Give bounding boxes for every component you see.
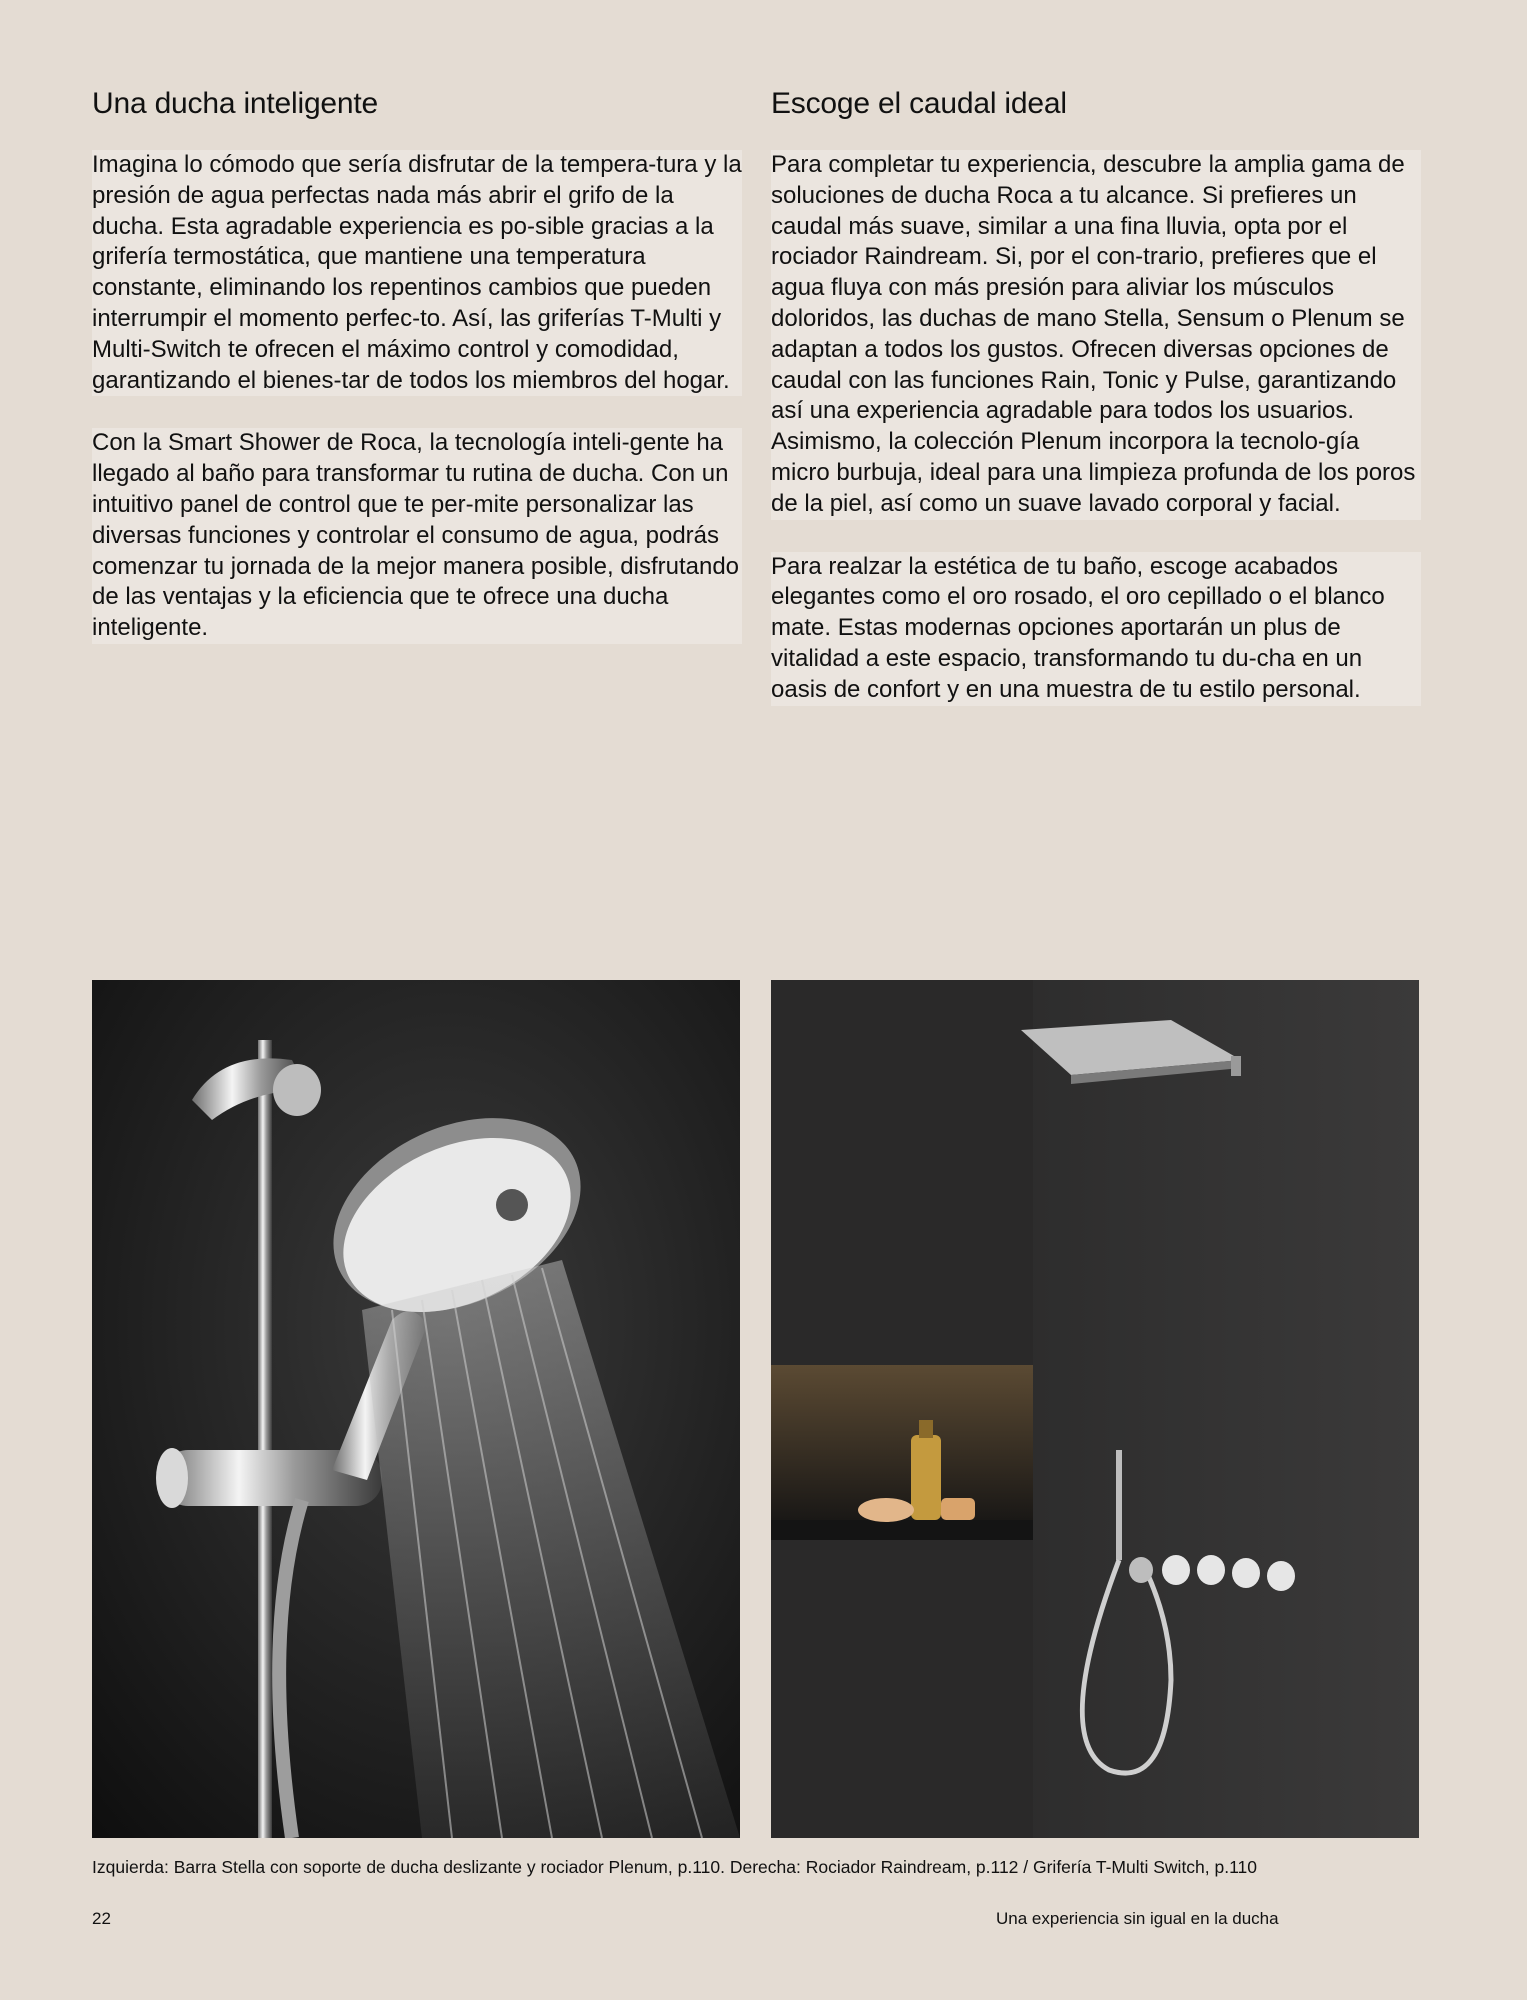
left-column <box>92 84 742 676</box>
page-number: 22 <box>92 1909 111 1928</box>
rain-shower-illustration <box>771 980 1419 1838</box>
left-paragraph-2: Con la Smart Shower de Roca, la tecnología inteli-gente ha llegado al baño para transformar tu rutina de ducha. Con un intuitivo panel de control que te per-mite personalizar las diversas funciones y controlar el consumo de agua, podrás comenzar tu jornada de la mejor manera posible, disfrutando de las ventajas y la eficiencia que te ofrece una ducha inteligente. <box>92 428 742 644</box>
left-heading: Una ducha inteligente <box>92 87 379 120</box>
right-heading: Escoge el caudal ideal <box>771 87 1067 120</box>
photo-rain-shower <box>771 980 1419 1838</box>
right-column <box>771 84 1421 738</box>
right-paragraph-2: Para realzar la estética de tu baño, escoge acabados elegantes como el oro rosado, el oro cepillado o el blanco mate. Estas modernas opciones aportarán un plus de vitalidad a este espacio, transformando tu du-cha en un oasis de confort y en una muestra de tu estilo personal. <box>771 552 1421 706</box>
photo-caption: Izquierda: Barra Stella con soporte de ducha deslizante y rociador Plenum, p.110. Derecha: Rociador Raindream, p.112 / Grifería T-Multi Switch, p.110 <box>92 1857 1258 1877</box>
left-paragraph-1: Imagina lo cómodo que sería disfrutar de la tempera-tura y la presión de agua perfectas nada más abrir el grifo de la ducha. Esta agradable experiencia es po-sible gracias a la grifería termostática, que mantiene una temperatura constante, eliminando los repentinos cambios que pueden interrumpir el momento perfec-to. Así, las griferías T-Multi y Multi-Switch te ofrecen el máximo control y comodidad, garantizando el bienes-tar de todos los miembros del hogar. <box>92 150 742 396</box>
right-paragraph-1: Para completar tu experiencia, descubre la amplia gama de soluciones de ducha Roca a tu alcance. Si prefieres un caudal más suave, similar a una fina lluvia, opta por el rociador Raindream. Si, por el con-trario, prefieres que el agua fluya con más presión para aliviar los músculos doloridos, las duchas de mano Stella, Sensum o Plenum se adaptan a todos los gustos. Ofrecen diversas opciones de caudal con las funciones Rain, Tonic y Pulse, garantizando así una experiencia agradable para todos los usuarios. Asimismo, la colección Plenum incorpora la tecnolo-gía micro burbuja, ideal para una limpieza profunda de los poros de la piel, así como un suave lavado corporal y facial. <box>771 150 1421 520</box>
shower-rail-illustration <box>92 980 740 1838</box>
running-title: Una experiencia sin igual en la ducha <box>996 1909 1279 1928</box>
photo-shower-rail <box>92 980 740 1838</box>
